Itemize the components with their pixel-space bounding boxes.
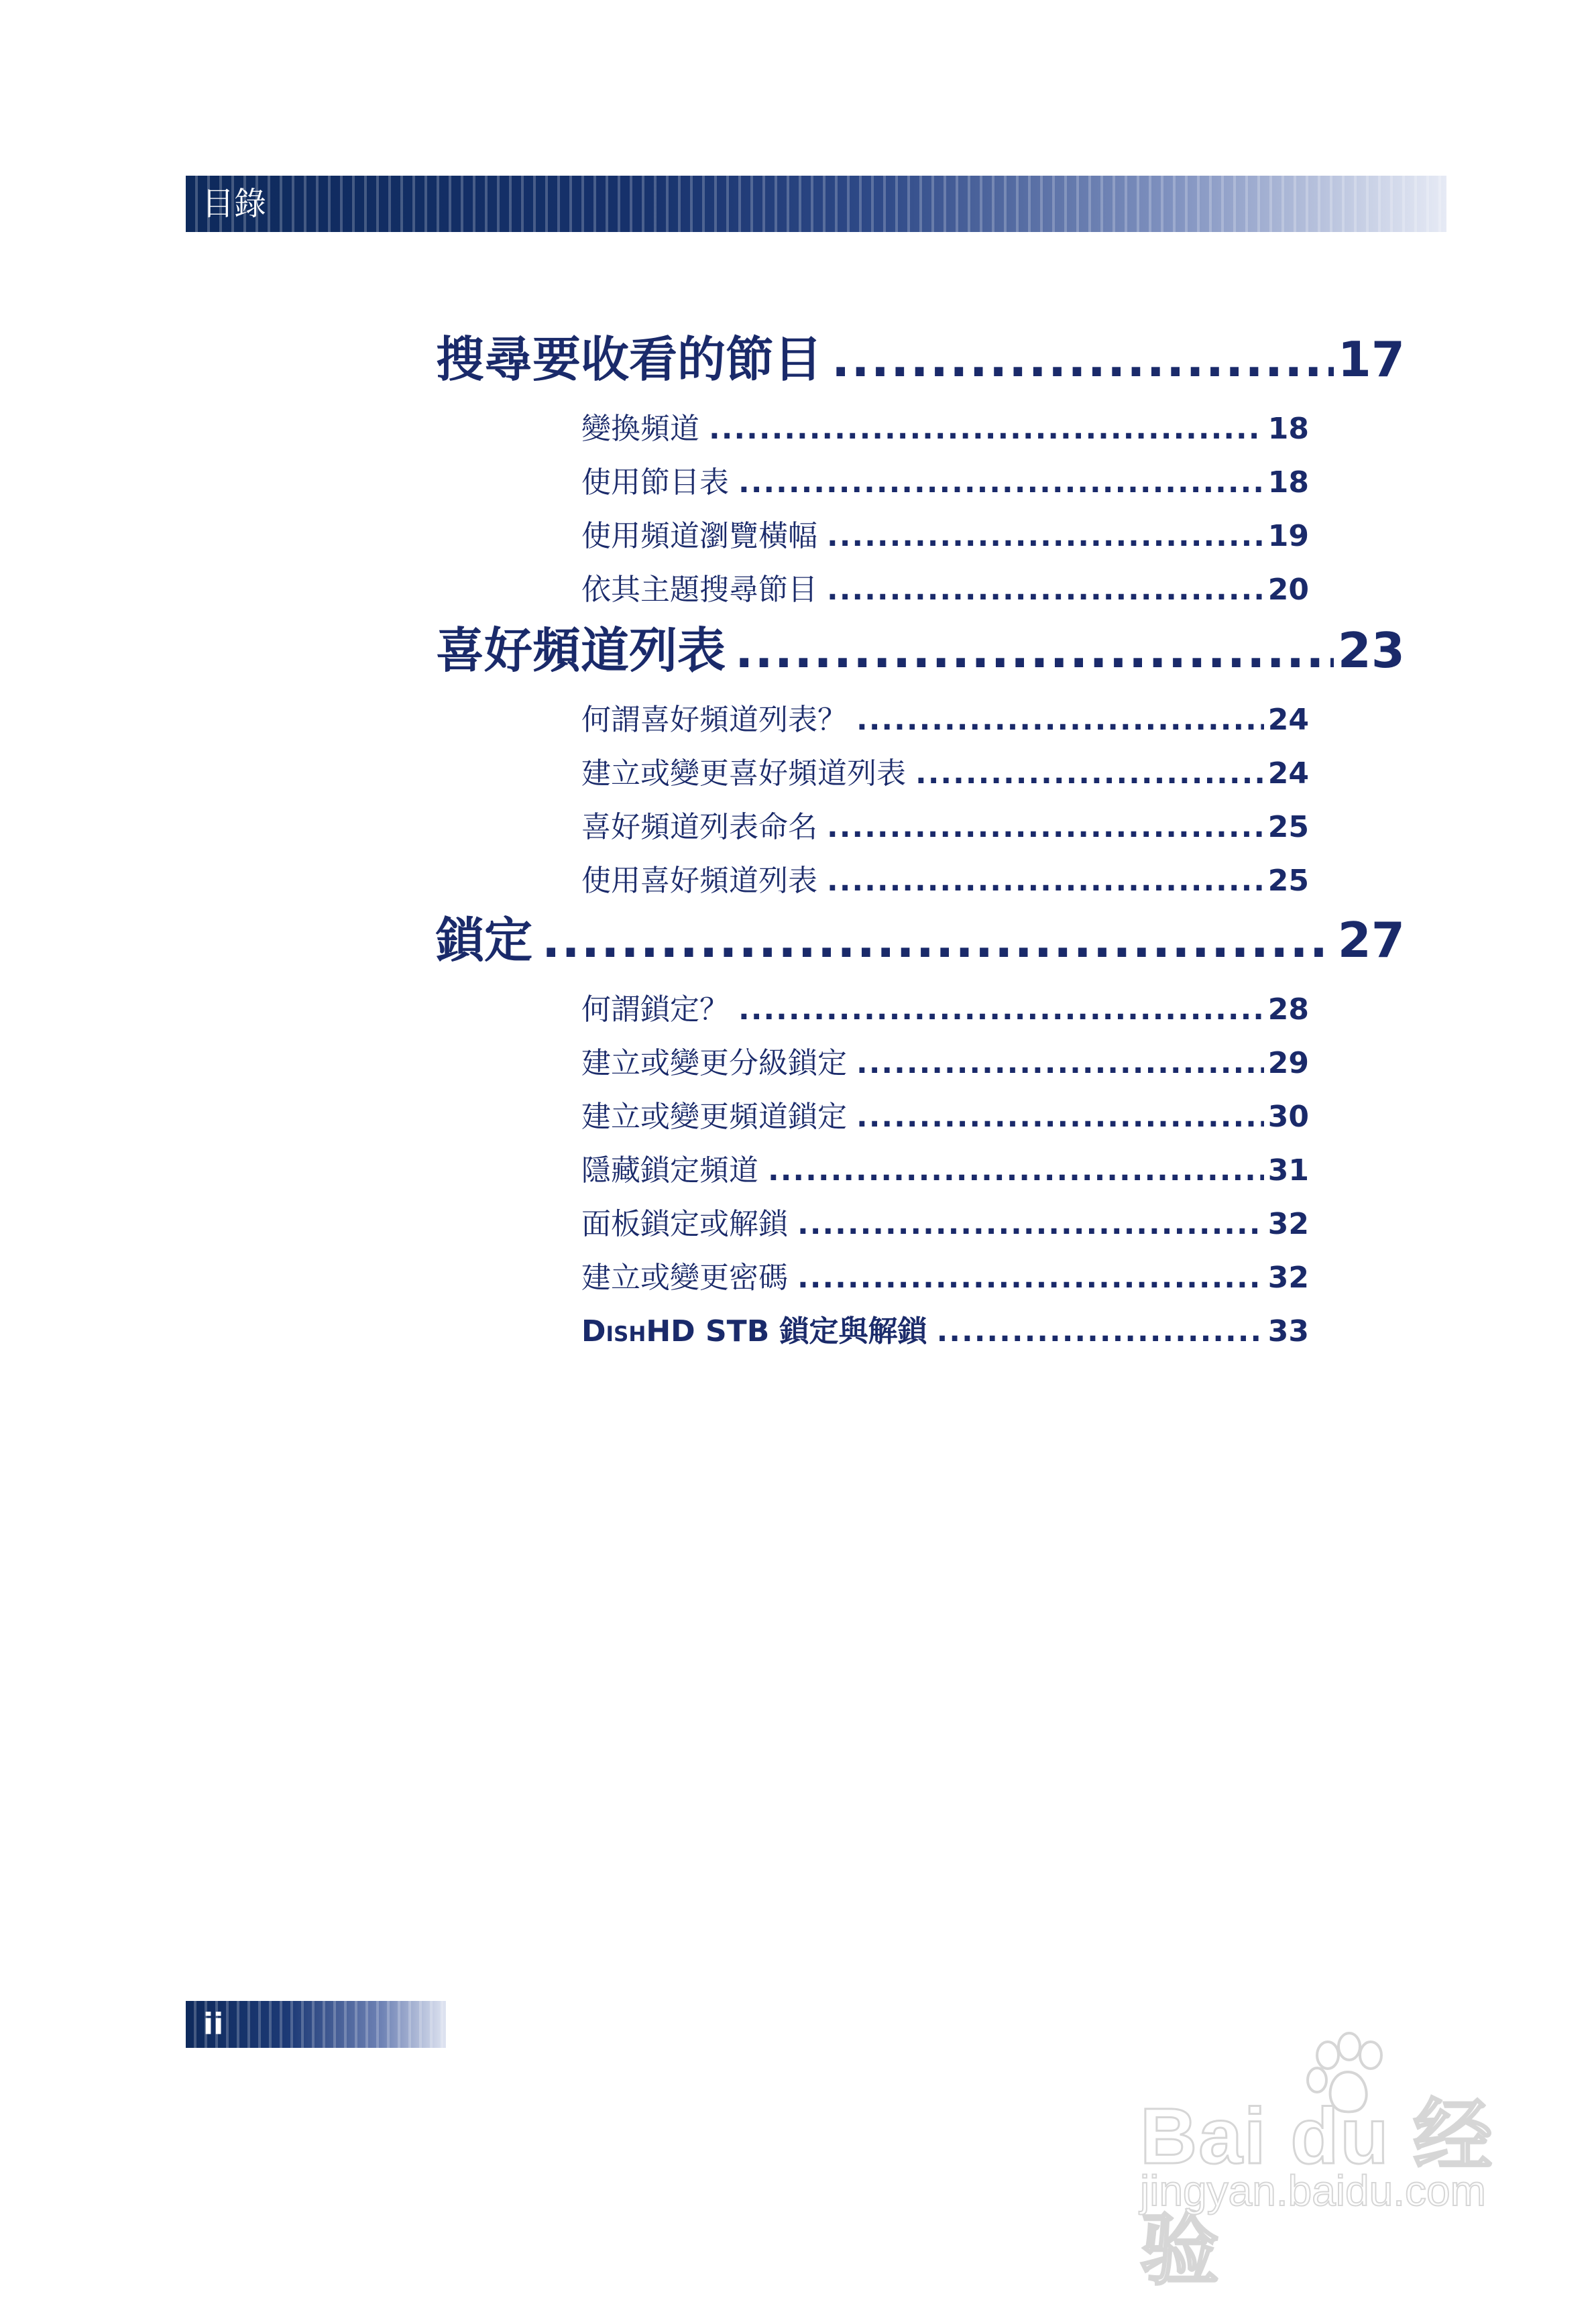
dot-leader [735,618,1334,683]
toc-entry-page: 19 [1267,519,1309,553]
toc-entry-page: 28 [1267,992,1309,1027]
toc-entry-page: 24 [1267,703,1309,737]
toc-entry[interactable] [581,1204,1309,1245]
toc-entry-page: 18 [1267,412,1309,446]
toc-entry-page: 32 [1267,1261,1309,1295]
toc-entry-title: 使用頻道瀏覽橫幅 [581,519,817,553]
toc-chapter[interactable] [436,908,1405,972]
toc-entry-title: 隱藏鎖定頻道 [581,1153,758,1188]
watermark-logo: Bai du 经验 [1140,2092,1494,2295]
toc-entry[interactable] [581,990,1309,1030]
toc-entry-title: 何謂鎖定？ [581,992,729,1027]
dot-leader [827,570,1264,610]
dot-leader [797,1204,1264,1245]
dot-leader [856,1097,1264,1137]
toc-entry-title: 使用節目表 [581,465,729,500]
toc-entry-page: 31 [1267,1153,1309,1188]
toc-entry-title: 建立或變更喜好頻道列表 [581,756,906,791]
dot-leader [856,1043,1264,1084]
toc-entry-title: 使用喜好頻道列表 [581,864,817,898]
toc-entry-page: 24 [1267,756,1309,791]
toc-entry-title: 建立或變更分級鎖定 [581,1046,847,1080]
toc-entry[interactable] [581,463,1309,503]
dot-leader [738,463,1264,503]
toc-entry-page: 32 [1267,1207,1309,1241]
dot-leader [915,754,1264,794]
toc-chapter-page: 27 [1337,912,1405,968]
toc-entry-title: 建立或變更頻道鎖定 [581,1100,847,1134]
toc-entry-title: DishHD STB 鎖定與解鎖 [581,1314,927,1348]
toc-entry-title: 建立或變更密碼 [581,1261,788,1295]
toc-entry-page: 30 [1267,1100,1309,1134]
toc-entry[interactable] [581,700,1309,740]
header-bar [186,176,1446,232]
toc-entry[interactable] [581,1151,1309,1191]
toc-entry-title: 依其主題搜尋節目 [581,573,817,607]
page-number: ii [203,2007,224,2041]
toc-entry-page: 33 [1267,1314,1309,1348]
toc-entry[interactable] [581,1097,1309,1137]
dot-leader [709,409,1264,449]
dot-leader [832,327,1334,392]
toc-entry[interactable] [581,861,1309,901]
dot-leader [738,990,1264,1030]
toc-entry-title: 變換頻道 [581,412,699,446]
toc-entry[interactable] [581,516,1309,557]
toc-chapter[interactable] [436,327,1405,392]
toc-entry-page: 29 [1267,1046,1309,1080]
page-title: 目錄 [202,185,267,223]
toc-chapter-title: 搜尋要收看的節目 [436,331,823,388]
toc-entry[interactable] [581,1043,1309,1084]
watermark-url: jingyan.baidu.com [1140,2167,1486,2215]
toc-entry[interactable] [581,409,1309,449]
dot-leader [768,1151,1264,1191]
dot-leader [827,516,1264,557]
toc-chapter-title: 喜好頻道列表 [436,622,726,679]
toc-entry-page: 25 [1267,810,1309,844]
toc-entry[interactable] [581,570,1309,610]
toc-chapter-page: 23 [1337,622,1405,679]
toc-chapter[interactable] [436,618,1405,683]
toc-chapter-page: 17 [1337,331,1405,388]
toc-entry-title: 面板鎖定或解鎖 [581,1207,788,1241]
toc-chapter-title: 鎖定 [436,912,533,968]
footer-bar [186,2001,446,2048]
toc-entry-title: 喜好頻道列表命名 [581,810,817,844]
dot-leader [542,908,1334,972]
toc-entry-page: 25 [1267,864,1309,898]
dot-leader [797,1258,1264,1298]
toc-entry-page: 18 [1267,465,1309,500]
toc-entry-title: 何謂喜好頻道列表？ [581,703,847,737]
watermark [1140,2032,1516,2295]
dot-leader [827,861,1264,901]
toc-entry[interactable] [581,1312,1309,1352]
dot-leader [827,807,1264,848]
dot-leader [937,1312,1264,1352]
dot-leader [856,700,1264,740]
toc-entry-page: 20 [1267,573,1309,607]
toc-entry[interactable] [581,754,1309,794]
toc-entry[interactable] [581,1258,1309,1298]
toc-entry[interactable] [581,807,1309,848]
